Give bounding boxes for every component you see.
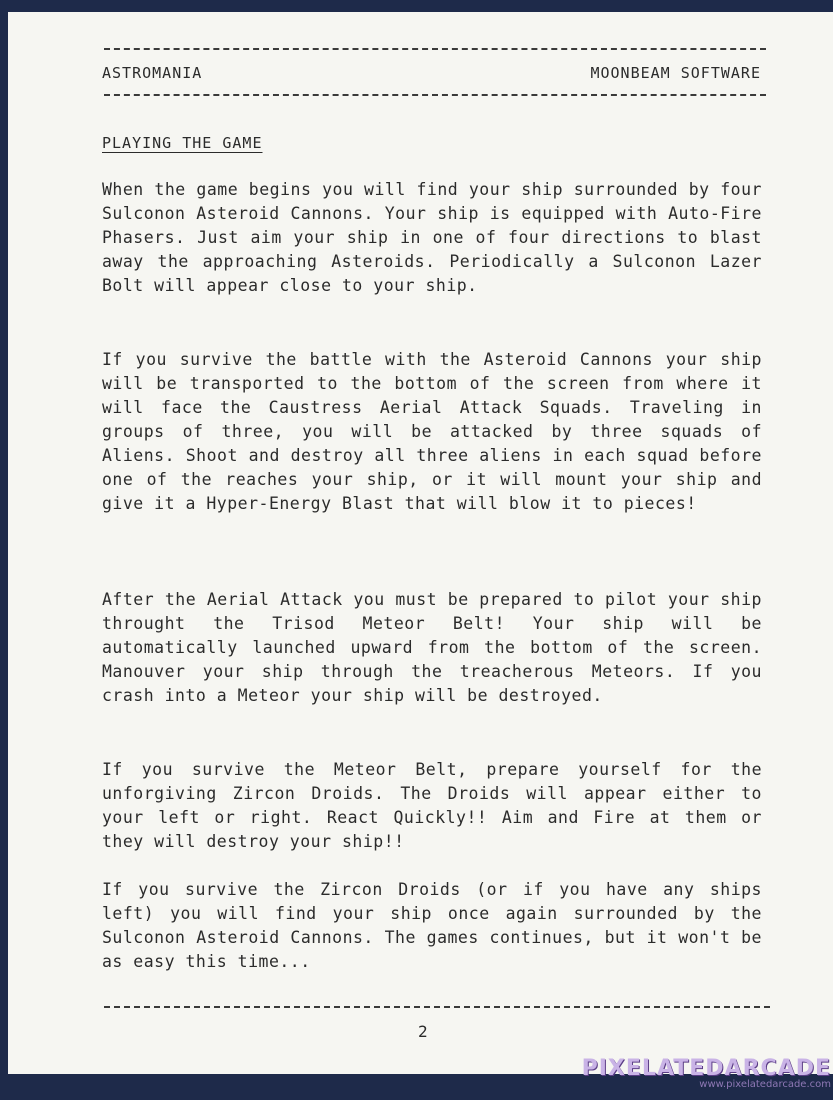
header-dashed-rule — [104, 94, 766, 96]
publisher-name: MOONBEAM SOFTWARE — [590, 64, 761, 82]
manual-page — [8, 12, 833, 1074]
watermark-url: www.pixelatedarcade.com — [699, 1079, 831, 1090]
paragraph-1: When the game begins you will find your ship surrounded by four Sulconon Asteroid Cannons. Your ship is equipped with Auto-Fire Phasers. Just aim your ship in one of four directions to blast away the approaching Asteroids. Periodically a Sulconon Lazer Bolt will appear close to your ship. — [102, 180, 762, 295]
section-title: PLAYING THE GAME — [102, 134, 263, 152]
watermark — [582, 1056, 831, 1090]
paragraph-4: If you survive the Meteor Belt, prepare yourself for the unforgiving Zircon Droids. The Droids will appear either to your left or right. React Quickly!! Aim and Fire at them or they will destroy your ship!! — [102, 760, 762, 851]
game-title: ASTROMANIA — [102, 64, 203, 82]
footer-dashed-rule — [104, 1006, 770, 1008]
page-number: 2 — [418, 1022, 428, 1041]
paragraph-3: After the Aerial Attack you must be prepared to pilot your ship throught the Trisod Meteor Belt! Your ship will be automatically launched upward from the bottom of the screen. Manouver your ship through the treacherous Meteors. If you crash into a Meteor your ship will be destroyed. — [102, 590, 762, 705]
top-dashed-rule — [104, 48, 766, 50]
paragraph-5: If you survive the Zircon Droids (or if you have any ships left) you will find your ship once again surrounded by the Sulconon Asteroid Cannons. The games continues, but it won't be as easy this time... — [102, 880, 762, 971]
watermark-brand: PIXELATEDARCADE — [581, 1056, 831, 1081]
paragraph-2: If you survive the battle with the Asteroid Cannons your ship will be transported to the bottom of the screen from where it will face the Caustress Aerial Attack Squads. Traveling in groups of three, you will be attacked by three squads of Aliens. Shoot and destroy all three aliens in each squad before one of the reaches your ship, or it will mount your ship and give it a Hyper-Energy Blast that will blow it to pieces! — [102, 350, 762, 513]
